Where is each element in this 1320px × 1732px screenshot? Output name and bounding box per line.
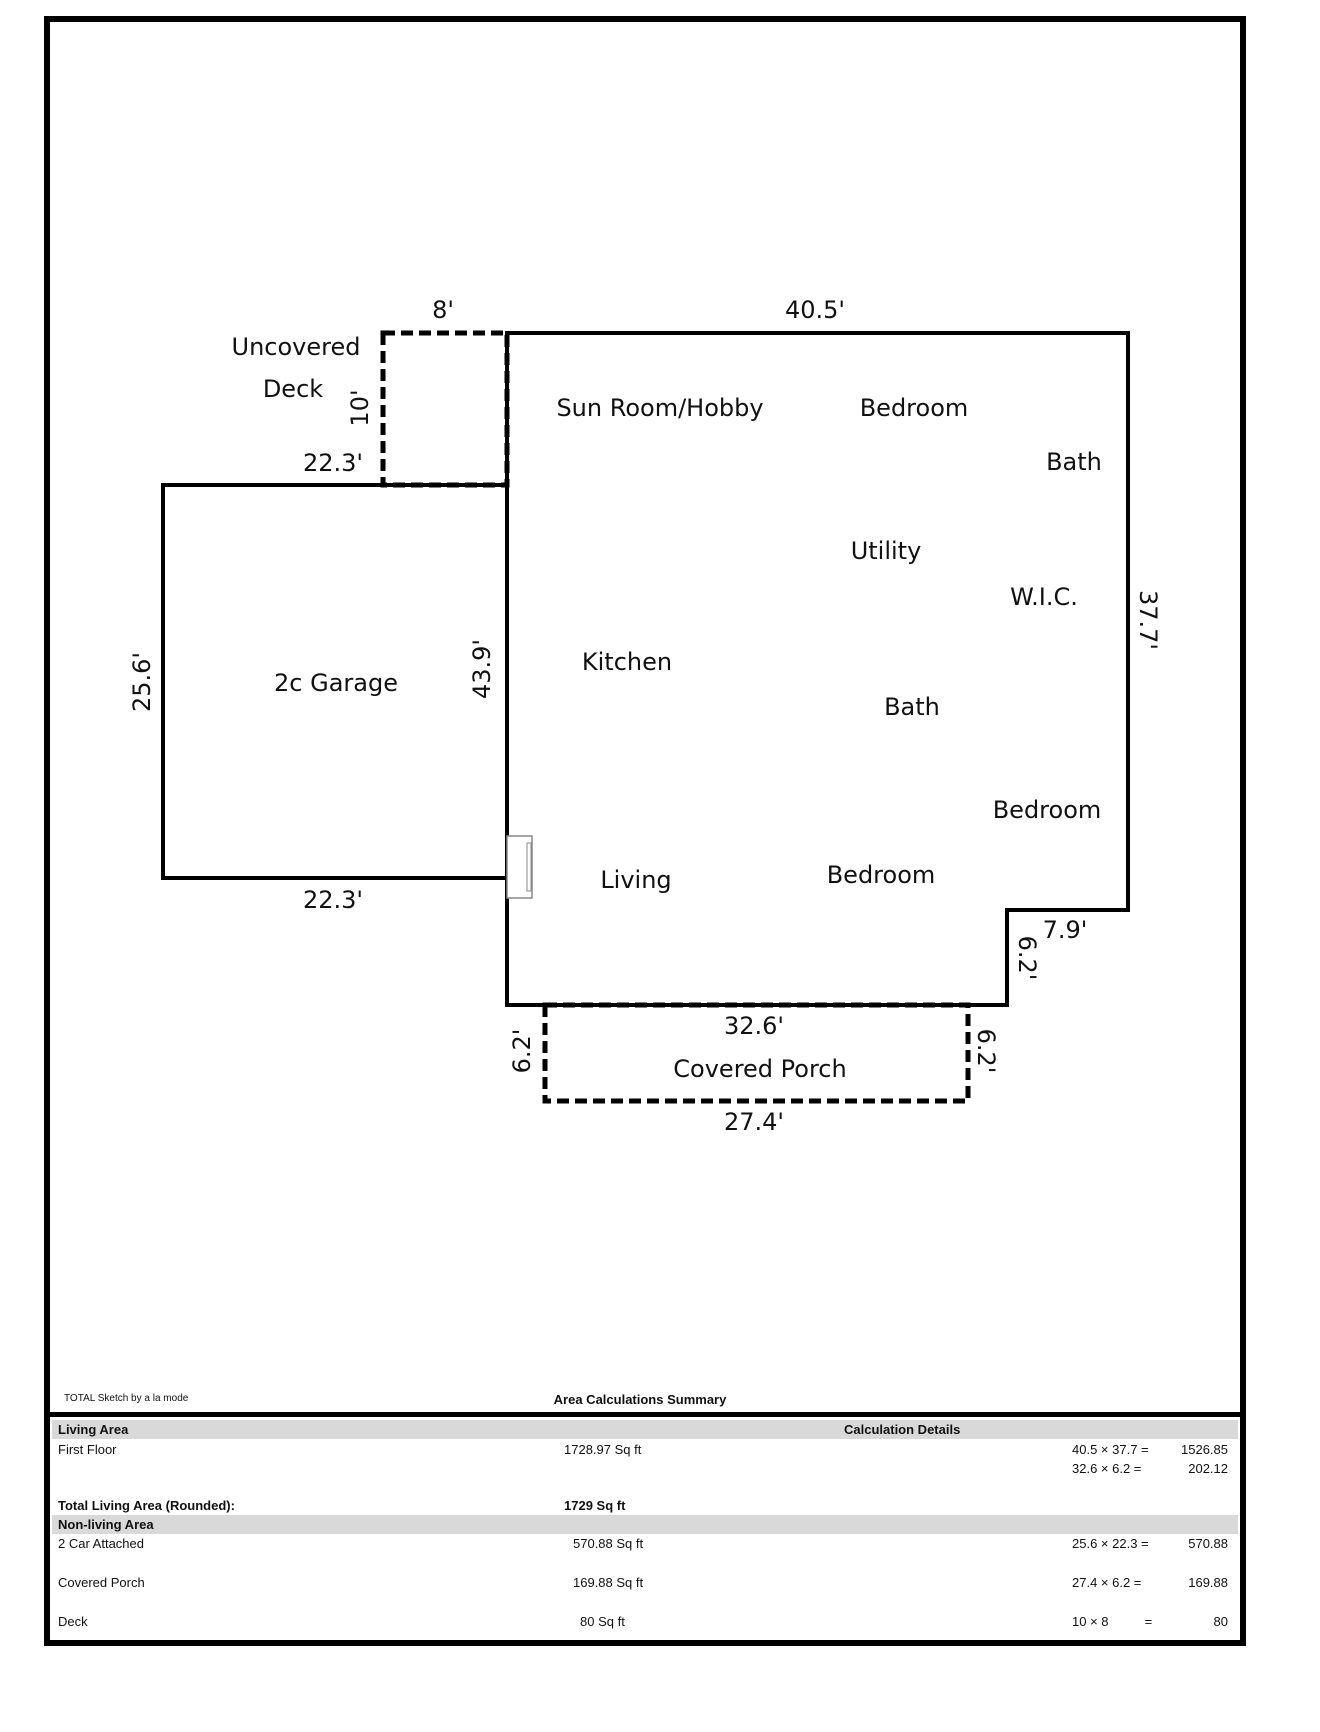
nonliving-area-porch: 169.88 Sq ft xyxy=(573,1575,644,1590)
living-area-band xyxy=(52,1420,1238,1439)
dim-deck-top: 8' xyxy=(432,296,454,324)
nonliving-expr-deck: 10 × 8 = xyxy=(1072,1614,1153,1629)
room-label-living: Living xyxy=(600,866,672,894)
room-label-bedroom-top: Bedroom xyxy=(859,394,969,422)
nonliving-label-porch: Covered Porch xyxy=(58,1575,145,1590)
nonliving-area-band xyxy=(52,1515,1238,1534)
nonliving-value-porch: 169.88 xyxy=(1188,1575,1228,1590)
nonliving-expr-garage: 25.6 × 22.3 = xyxy=(1072,1536,1149,1551)
room-label-bedroom-right: Bedroom xyxy=(992,796,1102,824)
room-label-covered-porch: Covered Porch xyxy=(673,1055,847,1083)
room-label-uncovered: Uncovered xyxy=(231,333,361,361)
dim-notch-width: 7.9' xyxy=(1042,916,1088,944)
dim-porch-bottom: 27.4' xyxy=(723,1108,785,1136)
calc-value-2: 202.12 xyxy=(1188,1461,1228,1476)
total-living-label: Total Living Area (Rounded): xyxy=(58,1498,235,1513)
nonliving-expr-porch: 27.4 × 6.2 = xyxy=(1072,1575,1142,1590)
nonliving-value-deck: 80 xyxy=(1213,1614,1228,1629)
dim-porch-right: 6.2' xyxy=(972,1028,1000,1074)
summary-title: Area Calculations Summary xyxy=(553,1392,727,1407)
dim-garage-left: 25.6' xyxy=(128,651,156,713)
dim-porch-left: 6.2' xyxy=(508,1028,536,1074)
room-label-sun-room: Sun Room/Hobby xyxy=(556,394,764,422)
room-label-utility: Utility xyxy=(850,537,922,565)
dim-garage-right: 43.9' xyxy=(468,638,496,700)
dim-garage-top: 22.3' xyxy=(302,449,364,477)
room-label-garage: 2c Garage xyxy=(274,669,398,697)
calc-expr-1: 40.5 × 37.7 = xyxy=(1072,1442,1149,1457)
area-summary-table xyxy=(44,1412,1246,1646)
dim-notch-height: 6.2' xyxy=(1013,935,1041,981)
first-floor-label: First Floor xyxy=(58,1442,117,1457)
nonliving-label-garage: 2 Car Attached xyxy=(58,1536,144,1551)
room-label-wic: W.I.C. xyxy=(1010,583,1078,611)
nonliving-value-garage: 570.88 xyxy=(1188,1536,1228,1551)
dim-house-right: 37.7' xyxy=(1134,589,1162,651)
living-area-header: Living Area xyxy=(58,1422,129,1437)
calculation-details-header: Calculation Details xyxy=(844,1422,961,1437)
nonliving-area-garage: 570.88 Sq ft xyxy=(573,1536,644,1551)
dim-porch-top: 32.6' xyxy=(723,1012,785,1040)
deck-outline xyxy=(383,333,507,485)
room-label-deck: Deck xyxy=(262,375,324,403)
total-living-value: 1729 Sq ft xyxy=(564,1498,626,1513)
nonliving-label-deck: Deck xyxy=(58,1614,88,1629)
software-credit: TOTAL Sketch by a la mode xyxy=(64,1393,189,1404)
room-label-bath-mid: Bath xyxy=(884,693,940,721)
calc-expr-2: 32.6 × 6.2 = xyxy=(1072,1461,1142,1476)
room-label-bedroom-bottom: Bedroom xyxy=(826,861,936,889)
nonliving-area-header: Non-living Area xyxy=(58,1517,154,1532)
calc-value-1: 1526.85 xyxy=(1181,1442,1228,1457)
nonliving-area-deck: 80 Sq ft xyxy=(580,1614,625,1629)
dim-house-top: 40.5' xyxy=(784,296,846,324)
dim-deck-side: 10' xyxy=(346,389,374,427)
dim-garage-bottom: 22.3' xyxy=(302,886,364,914)
room-label-bath-top: Bath xyxy=(1046,448,1102,476)
room-label-kitchen: Kitchen xyxy=(581,648,673,676)
fireplace-symbol xyxy=(507,836,532,898)
first-floor-area: 1728.97 Sq ft xyxy=(564,1442,642,1457)
